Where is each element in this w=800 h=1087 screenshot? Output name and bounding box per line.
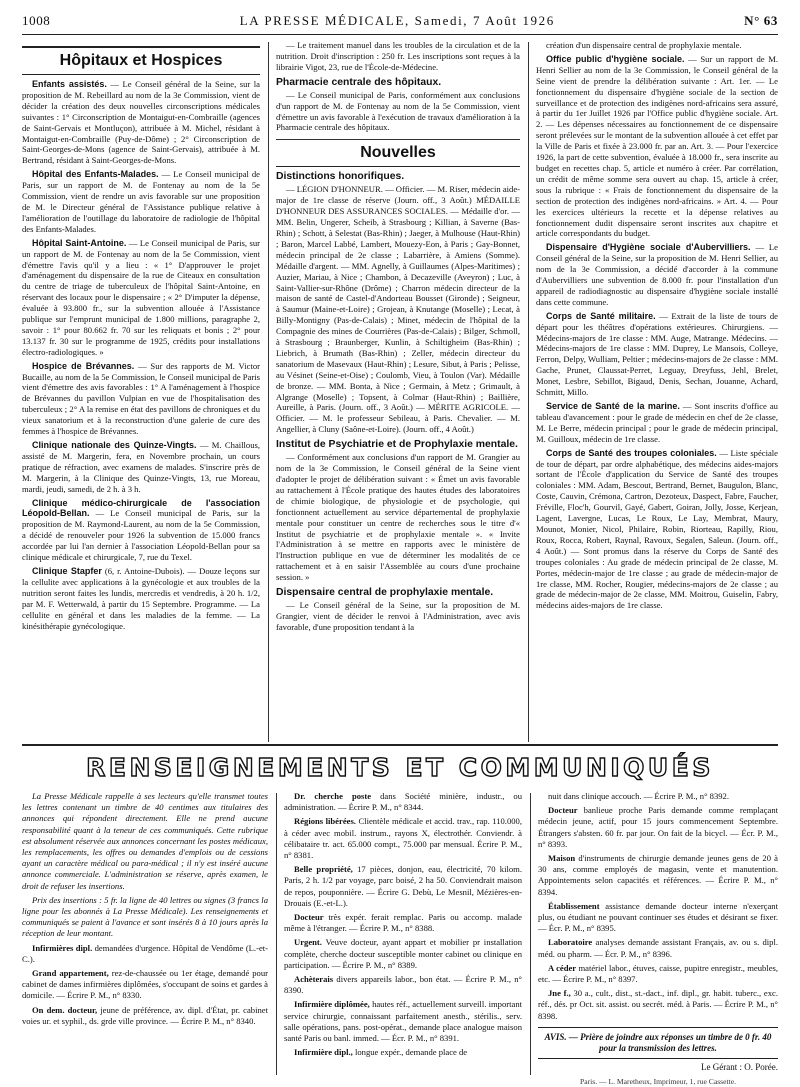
news-item-text: — Le Conseil municipal de Paris, sur un rapport de M. de Fontenay au nom de la 5e Commission, vient de rendre un avis favorable sur une proposition de M. le Directeur général de l'Assistance publique relative à l'amélioration de l'outillage du laboratoire de radiologie de l'hôpital des Enfants-Malades.: [22, 169, 260, 234]
institut-text: — Conformément aux conclusions d'un rapport de M. Grangier au nom de la 3e Commission, le Conseil général de la Seine vient d'adopter le projet de délibération suivant : « Émet un avis favorable au rattachement à l'École pratique des hautes études des laboratoires de chimie biologique, de physiologie et de psychologie, qui fonctionnent actuellement au service départemental de prophylaxie mentale pour constituer un centre de recherches sous le titre d'« Institut de psychiatrie et de prophylaxie mentale ». « Invite l'Administration à se mettre en rapports avec le ministère de l'Instruction publique en vue de déterminer les modalités de ce rattachement et à en saisir l'Assemblée au cours d'une prochaine session. »: [276, 452, 520, 583]
ad-text: 30 a., cult., dist., st.-dact., inf. dipl., gr. habit. tuberc., exc. réf., dés. pr Oct. sit. assist. ou secrét. méd. à Paris. — Écrire P. M., n° 8398.: [538, 988, 778, 1021]
classified-ad: [538, 988, 778, 1022]
ads-column-3: [538, 791, 778, 1087]
news-item-title: Clinique nationale des Quinze-Vingts.: [32, 440, 197, 450]
ads-column-2: [284, 791, 522, 1061]
section-rule: [22, 744, 778, 746]
section-heading-nouvelles: Nouvelles: [276, 139, 520, 167]
ad-lead: Achèterais: [294, 974, 334, 985]
ad-text: matériel labor., étuves, caisse, pupitre enregistr., meubles, etc. — Écrire P. M., n° 8397.: [538, 962, 779, 985]
ads-prices: Prix des insertions : 5 fr. la ligne de 40 lettres ou signes (3 francs la ligne pour les abonnés à La Presse Médicale). Les renseignements et communiqués se paient à l'avance et sont insérés 8 à 10 jours après la réception de leur montant.: [22, 894, 268, 939]
header-rule: [22, 34, 778, 35]
news-item-text: — Liste spéciale de tour de départ, par ordre alphabétique, des médecins aides-majors sortant de l'École d'application du Service de Santé des troupes coloniales : MM. Adam, Bescout, Bertrand, Bernet, Baugulon, Blanc, Coste, Cauvin, Crémona, Cartron, Dezoteux, Daspect, Fabre, Faucher, Fréville, Floc'h, Gourvil, Gayé, Gabert, Goiran, Jolly, Josse, Kerjean, Lagent, Lavergne, Lucas, Le Roux, Le Lay, Membrat, Maury, Mounot, Monier, Nicol, Philaire, Robin, Riorteau, Rapilly, Riou, Roux, Rocca, Robert, Raynal, Ravoux, Segalen, Saleun. (Journ. off., 4 Août.) — Sont promus dans la réserve du Corps de Santé des troupes coloniales : Au grade de médecin principal de 2e classe, M. Portes, médecin-major de 1re classe ; au grade de médecin-major de 1re classe, MM. Rocher, Rougier, médecins-majors de 2e classe ; au grade de médecin-major de 2e classe, MM. Moitrou, Guiselin, Fabry, médecins aides-majors de 1re classe.: [536, 447, 778, 611]
classified-ad: [538, 805, 778, 850]
ad-lead: Infirmière dipl.,: [294, 1047, 353, 1058]
ad-text: très expér. ferait remplac. Paris ou accomp. malade même à l'étranger. — Écrire P. M., n° 8388.: [284, 912, 522, 934]
news-item: [536, 448, 778, 612]
ad-text: rez-de-chaussée ou 1er étage, demandé pour cabinet de dames infirmières diplômées, s'occupant de soins et gardes à domicile. — Écrire P. M., n° 8330.: [22, 968, 268, 1001]
ad-lead: Belle propriété,: [294, 864, 353, 875]
news-item: [22, 566, 260, 631]
news-item: [22, 169, 260, 234]
page-number-left: 1008: [22, 13, 51, 28]
journal-title: LA PRESSE MÉDICALE, Samedi, 7 Août 1926: [239, 13, 555, 28]
column-rule: [276, 793, 277, 1075]
issue-number: N° 63: [744, 13, 778, 28]
ad-lead: Jne f.,: [548, 988, 571, 999]
gerant-line: Le Gérant : O. Porée.: [538, 1058, 778, 1073]
ad-lead: Dr. cherche poste: [294, 791, 372, 801]
news-item-text: — Le Conseil général de la Seine, sur la proposition de M. Henri Sellier, au nom de la 3e Commission, a décidé d'accorder à la commune d'Aubervilliers une subvention de 8.000 fr. pour l'installation d'un appareil de radiodiagnostic au dispensaire d'hygiène sociale installé dans cette commune.: [536, 242, 778, 307]
ad-lead: Infirmière diplômée,: [294, 999, 370, 1010]
classified-ad: [284, 816, 522, 861]
ad-lead: On dem. docteur,: [32, 1004, 98, 1015]
news-item-title: Office public d'hygiène sociale.: [546, 53, 685, 64]
continued-text: création d'un dispensaire central de prophylaxie mentale.: [546, 40, 742, 50]
distinctions-heading: Distinctions honorifiques.: [276, 171, 405, 183]
news-item-title: Hôpital des Enfants-Malades.: [32, 169, 159, 180]
pharmacie-text: — Le Conseil municipal de Paris, conformément aux conclusions d'un rapport de M. de Fontenay au nom de la 5e Commission, vient d'émettre un avis favorable à l'exécution de travaux d'amélioration à la Pharmacie centrale des hôpitaux.: [276, 89, 520, 133]
ad-text: Veuve docteur, ayant appart et mobilier pr installation complète, cherche docteur susceptible monter cabinet ou clinique en participation. — Écrire P. M., n° 8389.: [284, 937, 522, 970]
news-item-text: — Sur des rapports de M. Victor Bucaille, au nom de la 5e Commission, le Conseil municipal de Paris vient d'émettre des avis favorables : 1° A l'aménagement à l'hospice de Brévannes du pavillon Vulpian en vue de l'hospitalisation des tuberculeux ; 2° A la remise en état des pavillons de chroniques et du vieux sanatorium et à la reconstruction d'une galerie de cure des femmes à l'hospice de Brévannes.: [22, 360, 260, 437]
news-item-title: Dispensaire d'Hygiène sociale d'Aubervilliers.: [546, 242, 751, 253]
news-item-text: — Le Conseil municipal de Paris, sur la proposition de M. Raymond-Laurent, au nom de la 5e Commission, a décidé de renouveler pour 1926 la subvention de 15.000 francs accordée par lui l'an dernier à l'association Léopold-Bellan pour sa clinique médicale et chirurgicale, 7, rue du Texel.: [22, 508, 260, 563]
news-item-text: — Le Conseil municipal de Paris, sur un rapport de M. de Fontenay au nom de la 5e Commission, vient d'émettre l'avis qu'il y a lieu : « 1° D'approuver le projet d'aménagement du dispensaire de la rue de Citeaux en consultation du centre de triage de tuberculeux de l'hôpital Saint-Antoine, en réservant des locaux pour le dispensaire ; « 2° D'imputer la dépense, évaluée à 93.800 fr., sur la subvention allouée à l'Assistance publique sur l'emprunt municipal de 1.800 millions, paragraphe 2, savoir : 1° pour 80.662 fr. 70 sur les reliquats et bonis ; 2° pour 13.137 fr. 30 sur le programme de 1925, crédits pour installations électro-radiologiques. »: [22, 237, 261, 357]
classified-ad: [538, 937, 778, 959]
ad-text: nuit dans clinique accouch. — Écrire P. M., n° 8392.: [548, 791, 730, 801]
ad-text: Clientèle médicale et accid. trav., rap. 110.000, à céder avec mobil. instrum., rayons X, électrothér. Conviendr. à célibataire tr. act. 65.000 compt., 75.000 par mensual. Écrire P. M., n° 8381.: [284, 816, 522, 861]
renseignements-heading: RENSEIGNEMENTS ET COMMUNIQUÉS: [86, 753, 714, 782]
news-item: [536, 54, 778, 239]
classified-ad: [284, 912, 522, 934]
ad-text: banlieue proche Paris demande comme remplaçant médecin jeune, actif, pour 15 jours commencement Septembre. Étrangers s'absten. 60 fr. par jour. On fait de la bicycl. — Écr. P. M., n° 8393.: [538, 805, 778, 849]
classified-ad: [284, 974, 522, 996]
classified-ad: [284, 864, 522, 909]
ad-lead: Laboratoire: [548, 937, 593, 948]
ad-lead: Maison: [548, 853, 576, 864]
ad-lead: Docteur: [294, 912, 324, 923]
news-item: [536, 311, 778, 398]
pharmacie-heading: Pharmacie centrale des hôpitaux.: [276, 76, 442, 88]
classified-ad: [284, 1047, 522, 1058]
news-item: [22, 79, 260, 166]
column-hopitaux: [22, 40, 260, 633]
ad-text: 17 pièces, donjon, eau, électricité, 70 kilom. Paris, 2 h. 1/2 par voyage, parc boisé, 2 ha 50. Conviendrait maison de repos, pouponnière. — Écrire G. Debù, Le Mesnil, Mézières-en-Drouais (E.-et-L.).: [284, 864, 522, 908]
institut-heading: Institut de Psychiatrie et de Prophylaxie mentale.: [276, 439, 518, 451]
ads-column-1: [22, 791, 268, 1030]
news-item: [536, 401, 778, 445]
classified-ad: [22, 1005, 268, 1027]
news-item-title: Clinique médico-chirurgicale de l'association Léopold-Bellan.: [22, 497, 260, 519]
news-item: [22, 238, 260, 358]
classified-ad: [538, 853, 778, 898]
classified-ad: [538, 963, 778, 985]
news-item-title: Hôpital Saint-Antoine.: [32, 237, 127, 248]
news-item-title: Corps de Santé des troupes coloniales.: [546, 447, 717, 458]
news-item-text: — Extrait de la liste de tours de départ pour les théâtres d'opérations extérieures. Chirurgiens. — Médecins-majors de 1re classe : MM. Auge, Matrange. Médecins. — Médecins-majors de 1re classe : MM. Duprey, Le Mansois, Colleye, Ferron, Delpy, Wulliam, Peltier ; médecins-majors de 2e classe : MM. Gache, Prunet, Claussat-Perret, Leguay, Dreyfuss, Jehl, Brelet, Monet, Lesbre, Sebillot, Bigaud, Denis, Sechan, Jouanne, Achard, Schmitt, Millo.: [536, 310, 778, 398]
news-item: [22, 498, 260, 563]
classified-ad: [538, 791, 778, 802]
ad-text: hautes réf., actuellement surveill. important service chirurgie, connaissant parfaitement anesth., stérilis., serv. salle opérations, pans. post-opérat., demande place analogue maison santé Paris ou banl. immed. — Écr. P. M., n° 8391.: [284, 999, 522, 1044]
ad-lead: Infirmières dipl.: [32, 942, 93, 953]
classified-ad: [284, 791, 522, 813]
column-nouvelles: [276, 40, 520, 635]
news-item-text: — Le Conseil général de la Seine, sur la proposition de M. Rebeillard au nom de la 3e Commission, vient de décider la création des deux nouvelles circonscriptions médicales suivantes : 1° Circonscription de Montaigut-en-Combraille (agences de Saint-Gervais et Montluçon), attribuée à M. Michel, résidant à Montaigut-en-Combraille (Puy-de-Dôme) ; 2° Circonscription de Saint-Georges-de-Mons (agence de Saint-Gervais), attribuée à M. Bertrand, résidant à Saint-Georges-de-Mons.: [22, 79, 260, 166]
continued-text: — Le traitement manuel dans les troubles de la circulation et de la nutrition. Droit d'inscription : 250 fr. Les inscriptions sont reçues à la librairie Vigot, 23, rue de l'École-de-Médecine.: [276, 40, 520, 72]
news-item-text: — Sur un rapport de M. Henri Sellier au nom de la 3e Commission, le Conseil général de la Seine vient de prendre la délibération suivante : Art. 1er. — Le fonctionnement du dispensaire d'hygiène sociale de la section de surveillance et de protection des indigènes nord-africains sera assuré, à partir du 1er Juillet 1926 par l'Office public d'hygiène sociale. Art. 2. — Les dépenses nécessaires au fonctionnement de ce dispensaire seront prélevées sur le montant de la subvention allouée à cet effet par la Ville de Paris et fixée à 23.000 fr. par an. Art. 3. — Pour l'exercice 1926, la part de cette subvention, évaluée à 18.000 fr., sera inscrite au budget en recettes chap. 5, article et numéro à créer. Par corrélation, un crédit de même somme sera ouvert au chap. 15, article à créer, sous la rubrique : « Frais de fonctionnement du dispensaire de la section de protection des indigènes nord-africains. » Art. 4. — Pour les exercices ultérieurs la recette et la dépense relatives au fonctionnement dudit dispensaire seront inscrites aux chapitre et article correspondants du budget.: [536, 53, 778, 239]
avis-notice: AVIS. — Prière de joindre aux réponses un timbre de 0 fr. 40 pour la transmission des lettres.: [538, 1027, 778, 1054]
running-head: [22, 10, 778, 32]
news-item: [22, 440, 260, 495]
news-item-text: (6, r. Antoine-Dubois). — Douze leçons sur la cellulite avec applications à la gynécologie et aux troubles de la nutrition seront faites les lundis, mercredis et vendredis, à 20 h. 1/2, par M. F. Wetterwald, à partir du 15 Septembre. Programme. — La cellulite en général et dans les maladies de la femme. — La kinésithérapie gynécologique.: [22, 565, 260, 631]
column-right: [536, 40, 778, 613]
ad-text: longue expér., demande place de: [354, 1047, 468, 1058]
ad-lead: Établissement: [548, 900, 600, 911]
dispensaire-heading: Dispensaire central de prophylaxie mentale.: [276, 587, 494, 599]
column-rule: [530, 793, 531, 1075]
column-rule: [268, 42, 269, 742]
classified-ad: [284, 999, 522, 1044]
ad-lead: A céder: [548, 962, 577, 973]
section-heading-hopitaux: Hôpitaux et Hospices: [22, 46, 260, 75]
news-item-title: Clinique Stapfer: [32, 565, 102, 576]
news-item-text: — Sont inscrits d'office au tableau d'avancement : pour le grade de médecin en chef de 2e classe, M. Le Berre, médecin principal ; pour le grade de médecin principal, M. Guilloux, médecin de 1re classe.: [536, 401, 778, 444]
news-item-title: Service de Santé de la marine.: [546, 401, 680, 411]
ad-lead: Grand appartement,: [32, 968, 109, 979]
news-item: [22, 361, 260, 437]
column-rule: [528, 42, 529, 742]
ad-text: jeune de préférence, av. dipl. d'État, pr. cabinet voies ur. et syphil., ds. grde ville province. — Écrire P. M., n° 8340.: [22, 1004, 268, 1026]
classified-ad: [284, 937, 522, 971]
ad-text: d'instruments de chirurgie demande jeunes gens de 20 à 30 ans, comme employés de magasin, vente et manutention. Appointements selon capacités et références. — Écrire P. M., n° 8394.: [538, 853, 778, 897]
ad-lead: Urgent.: [294, 937, 322, 948]
ad-lead: Régions libérées.: [294, 816, 356, 827]
ad-text: dans Société minière, industr., ou administration. — Écrire P. M., n° 8344.: [284, 791, 522, 813]
news-item-title: Corps de Santé militaire.: [546, 310, 656, 321]
classified-ad: [22, 968, 268, 1002]
ad-text: divers appareils labor., bon état. — Écrire P. M., n° 8390.: [284, 974, 522, 996]
ads-intro: La Presse Médicale rappelle à ses lecteurs qu'elle transmet toutes les lettres contenant un timbre de 40 centimes aux titulaires des annonces qui répondent directement. Elle ne prend aucune responsabilité quant à la teneur de ces communiqués. Cette rubrique est absolument réservée aux annonces concernant les postes médicaux, les remplacements, les offres ou demandes d'emplois ou de cessions ayant un caractère médical ou para-médical ; il n'y est inséré aucune annonce commerciale. L'administration se réserve, après examen, le droit de refuser les insertions.: [22, 791, 268, 891]
ad-text: assistance demande docteur interne n'exerçant plus, ou étudiant ne pouvant continuer ses études et désirant se fixer. — Écr. P. M., n° 8395.: [538, 900, 778, 934]
news-item: [536, 242, 778, 307]
ad-text: analyses demande assistant Français, av. ou s. dipl. méd. ou pharm. — Écr. P. M., n° 8396.: [538, 937, 779, 959]
printer-line: Paris. — L. Maretheux, Imprimeur, 1, rue Cassette.: [580, 1077, 736, 1087]
ad-text: demandées d'urgence. Hôpital de Vendôme (L.-et-C.).: [22, 942, 269, 964]
classified-ad: [22, 943, 268, 965]
ad-lead: Docteur: [548, 805, 578, 816]
news-item-title: Hospice de Brévannes.: [32, 360, 135, 371]
news-item-title: Enfants assistés.: [32, 79, 107, 89]
distinctions-text: — LÉGION D'HONNEUR. — Officier. — M. Riser, médecin aide-major de 1re classe de réserve (Journ. off., 3 Août.) MÉDAILLE D'HONNEUR DES ASSURANCES SOCIALES. — Médaille d'or. — MM. Belin, Ungerer, Scheib, à Strasbourg ; Killian, à Saverne (Bas-Rhin) ; Schott, à Selestat (Bas-Rhin) ; Jaeger, à Mulhouse (Haut-Rhin) ; Baron, Marcel Labbé, Lambert, Mouezy-Eon, à Paris ; Gay-Bonnet, médecin principal de 2e classe ; Labarrière, à Amiens (Somme). Médaille d'argent. — MM. Agnelly, à Guillaumes (Alpes-Maritimes) ; Auzier, Mariau, à Nice ; Chambon, à Decazeville (Aveyron) ; Luc, à Saint-Vallier-sur-Rhône (Drôme) ; Charron médecin directeur de la maison de santé de Castel-d'Andorteau Bousset (Gironde) ; Seigneur, à Saumur (Maine-et-Loire) ; Grojean, à Knutange (Moselle) ; Lecat, à Billy-Montigny (Pas-de-Calais) ; Minet, médecin de l'hôpital de la Compagnie des mines de Courrières (Pas-de-Calais) ; Bilger, Schmoll, à Strasbourg ; Braunberger, Kunlin, à Schiltigheim (Bas-Rhin) ; Liebrich, à Brumath (Bas-Rhin) ; Zeller, médecin directeur du sanatorium de Masevaux (Haut-Rhin) ; Lesure, Sibut, à Paris ; Pelisse, au Vésinet (Seine-et-Oise) ; Coulomb, Vieu, à Toulon (Var). Médaille de bronze. — MM. Bonta, à Nice ; Germain, à Metz ; Grimault, à Algrange (Moselle) ; Topsent, à Colmar (Haut-Rhin) ; Baillière, Aureille, à Paris. (Journ. off., 3 Août.) — MÉRITE AGRICOLE. — Officier. — M. le professeur Sebileau, à Paris. Chevalier. — M. Angellier, à Cluny (Saône-et-Loire). (Journ. off., 4 Août.): [276, 184, 520, 435]
dispensaire-text: — Le Conseil général de la Seine, sur la proposition de M. Grangier, vient de décider le renvoi à l'Administration, avec avis favorable, d'une proposition tendant à la: [276, 600, 520, 632]
classified-ad: [538, 901, 778, 935]
news-item-text: — M. Chaillous, assisté de M. Margerin, fera, en Novembre prochain, un cours pratique de réfraction, avec examens de malades. S'inscrire près de M. Margerin, à la Clinique des Quinze-Vingts, 13, rue Moreau, mardi, jeudi, samedi, de 2 h. à 3 h.: [22, 440, 261, 494]
